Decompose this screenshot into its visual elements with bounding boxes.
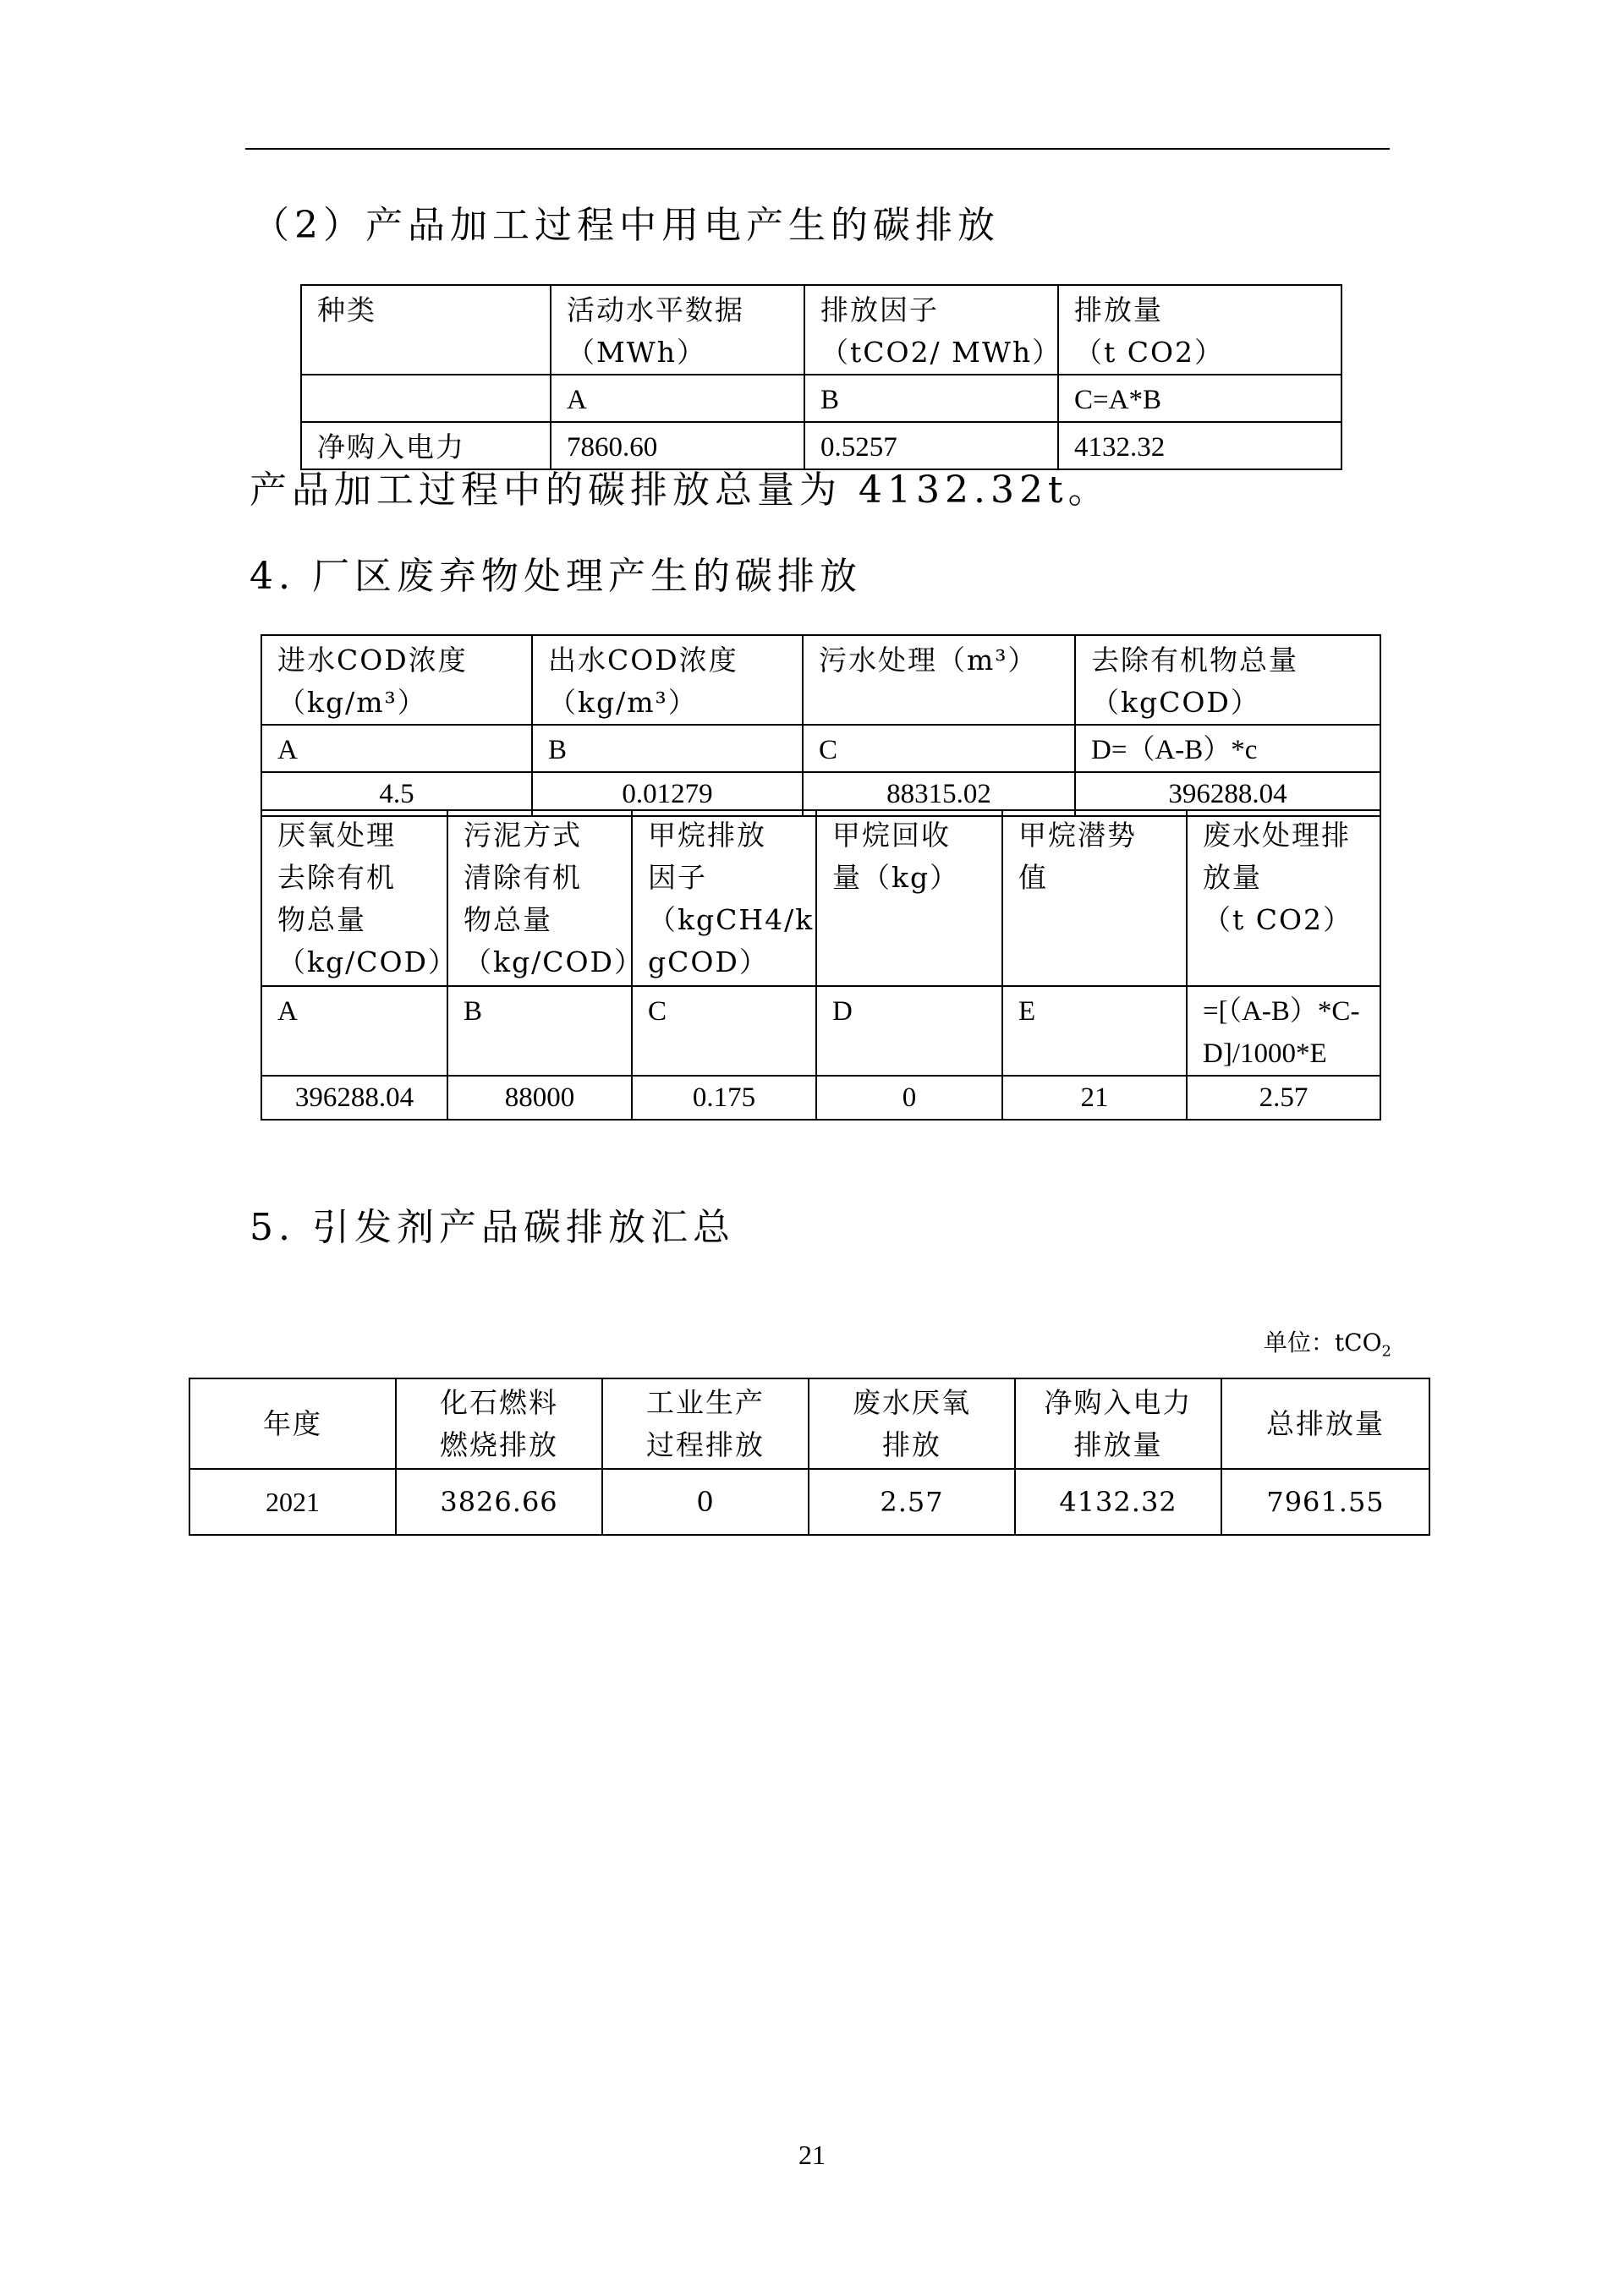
- formula-cell: B: [804, 375, 1058, 422]
- data-cell: 0.5257: [804, 422, 1058, 469]
- electricity-emission-table: [300, 284, 1342, 470]
- formula-cell: B: [532, 725, 803, 772]
- header-cell: 种类: [301, 285, 551, 375]
- formula-cell: D=（A-B）*c: [1075, 725, 1380, 772]
- header-cell: 去除有机物总量 （kgCOD）: [1075, 635, 1380, 725]
- formula-cell: E: [1002, 986, 1187, 1076]
- data-cell: 2.57: [1187, 1076, 1380, 1120]
- data-cell: 7860.60: [551, 422, 804, 469]
- header-cell: 废水厌氧 排放: [809, 1378, 1015, 1469]
- formula-cell: A: [261, 725, 532, 772]
- formula-cell: A: [261, 986, 447, 1076]
- header-cell: 甲烷回收 量（kg）: [816, 810, 1002, 986]
- emission-summary-table: [189, 1378, 1430, 1536]
- data-cell: 0.175: [632, 1076, 816, 1120]
- unit-label: 单位：tCO$_2$: [1263, 1329, 1391, 1361]
- header-cell: 工业生产 过程排放: [602, 1378, 809, 1469]
- formula-cell: =[（A-B）*C- D]/1000*E: [1187, 986, 1380, 1076]
- data-cell: 21: [1002, 1076, 1187, 1120]
- header-cell: 甲烷潜势 值: [1002, 810, 1187, 986]
- table-header-row: [261, 635, 1380, 725]
- header-cell: 化石燃料 燃烧排放: [396, 1378, 602, 1469]
- data-row: [301, 422, 1341, 469]
- data-row: [189, 1469, 1429, 1535]
- header-cell: 进水COD浓度 （kg/m³）: [261, 635, 532, 725]
- data-cell: 3826.66: [396, 1469, 602, 1535]
- data-cell: 0: [602, 1469, 809, 1535]
- wastewater-cod-table: [261, 634, 1381, 817]
- formula-cell: C=A*B: [1058, 375, 1341, 422]
- section-2-summary: 产品加工过程中的碳排放总量为 4132.32t。: [250, 469, 1111, 512]
- header-cell: 厌氧处理 去除有机 物总量 （kg/COD）: [261, 810, 447, 986]
- data-cell: 0: [816, 1076, 1002, 1120]
- formula-row: [261, 725, 1380, 772]
- formula-row: [301, 375, 1341, 422]
- section-5-heading: 5. 引发剂产品碳排放汇总: [250, 1206, 735, 1249]
- table-header-row: [261, 810, 1380, 986]
- header-cell: 排放因子 （tCO2/ MWh）: [804, 285, 1058, 375]
- data-cell: 396288.04: [261, 1076, 447, 1120]
- data-cell: 2.57: [809, 1469, 1015, 1535]
- table-header-row: [189, 1378, 1429, 1469]
- header-cell: 总排放量: [1221, 1378, 1429, 1469]
- header-cell: 废水处理排 放量 （t CO2）: [1187, 810, 1380, 986]
- data-cell: 4.5: [261, 772, 532, 816]
- data-cell: 4132.32: [1058, 422, 1341, 469]
- header-cell: 年度: [189, 1378, 396, 1469]
- data-row: [261, 1076, 1380, 1120]
- data-cell: 7961.55: [1221, 1469, 1429, 1535]
- page-number: 21: [798, 2140, 826, 2170]
- data-cell: 396288.04: [1075, 772, 1380, 816]
- section-4-heading: 4. 厂区废弃物处理产生的碳排放: [250, 555, 862, 598]
- data-cell: 88000: [447, 1076, 632, 1120]
- data-cell: 净购入电力: [301, 422, 551, 469]
- data-cell: 4132.32: [1015, 1469, 1221, 1535]
- data-cell: 2021: [189, 1469, 396, 1535]
- formula-row: [261, 986, 1380, 1076]
- header-cell: 净购入电力 排放量: [1015, 1378, 1221, 1469]
- formula-cell: C: [803, 725, 1075, 772]
- formula-cell: C: [632, 986, 816, 1076]
- header-cell: 活动水平数据 （MWh）: [551, 285, 804, 375]
- formula-cell: [301, 375, 551, 422]
- header-rule: [245, 148, 1390, 150]
- header-cell: 甲烷排放 因子 （kgCH4/k gCOD）: [632, 810, 816, 986]
- header-cell: 污泥方式 清除有机 物总量 （kg/COD）: [447, 810, 632, 986]
- formula-cell: D: [816, 986, 1002, 1076]
- formula-cell: B: [447, 986, 632, 1076]
- header-cell: 出水COD浓度 （kg/m³）: [532, 635, 803, 725]
- header-cell: 污水处理（m³）: [803, 635, 1075, 725]
- section-2-heading: （2）产品加工过程中用电产生的碳排放: [252, 204, 1000, 247]
- header-cell: 排放量 （t CO2）: [1058, 285, 1341, 375]
- table-header-row: [301, 285, 1341, 375]
- data-cell: 88315.02: [803, 772, 1075, 816]
- wastewater-methane-table: [261, 809, 1381, 1121]
- data-cell: 0.01279: [532, 772, 803, 816]
- formula-cell: A: [551, 375, 804, 422]
